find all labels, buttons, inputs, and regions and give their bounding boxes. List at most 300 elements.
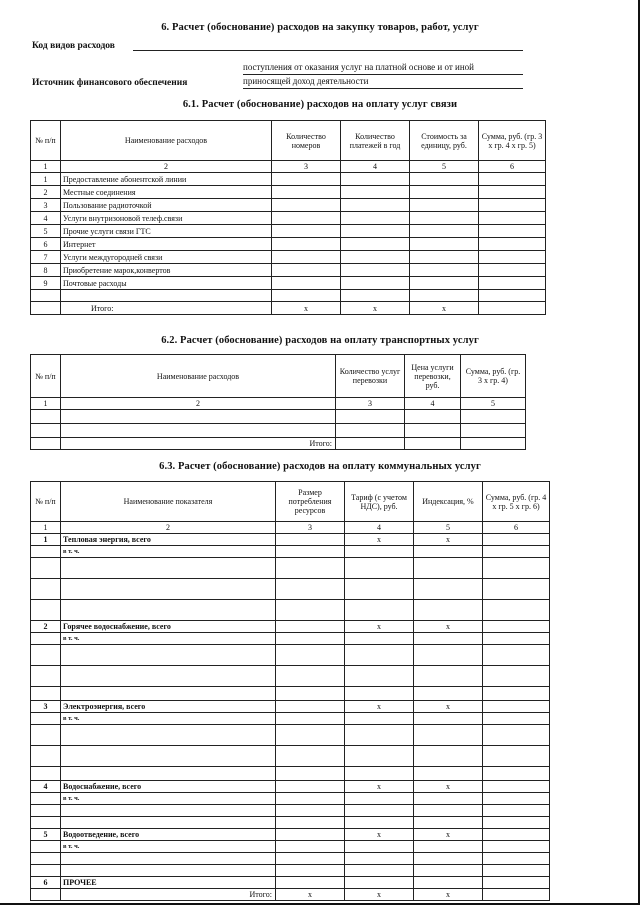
input-cell[interactable] bbox=[479, 251, 546, 264]
total-row bbox=[31, 438, 526, 450]
input-cell[interactable] bbox=[345, 841, 414, 853]
input-cell[interactable] bbox=[345, 817, 414, 829]
input-cell[interactable] bbox=[461, 424, 526, 438]
input-cell[interactable] bbox=[61, 817, 276, 829]
funding-source-line1: поступления от оказания услуг на платной основе и от иной bbox=[243, 62, 474, 72]
input-cell[interactable] bbox=[276, 633, 345, 645]
header-cell: № п/п bbox=[31, 355, 61, 398]
table-row bbox=[31, 817, 550, 829]
empty-cell bbox=[31, 841, 61, 853]
input-cell[interactable] bbox=[336, 410, 405, 424]
input-cell[interactable] bbox=[345, 558, 414, 579]
input-cell[interactable] bbox=[414, 793, 483, 805]
table-row bbox=[31, 290, 546, 302]
column-number: 6 bbox=[479, 161, 546, 173]
column-number: 4 bbox=[341, 161, 410, 173]
input-cell[interactable] bbox=[483, 781, 550, 793]
input-cell[interactable] bbox=[483, 877, 550, 889]
input-cell[interactable] bbox=[405, 424, 461, 438]
x-mark: x bbox=[345, 829, 414, 841]
input-cell[interactable] bbox=[341, 212, 410, 225]
input-cell[interactable] bbox=[410, 290, 479, 302]
header-cell: Количество услуг перевозки bbox=[336, 355, 405, 398]
input-cell[interactable] bbox=[276, 805, 345, 817]
column-number: 1 bbox=[31, 161, 61, 173]
group-row bbox=[31, 781, 550, 793]
row-number: 5 bbox=[31, 225, 61, 238]
table-6-1-title: 6.1. Расчет (обоснование) расходов на оплату услуг связи bbox=[182, 99, 458, 110]
input-cell[interactable] bbox=[272, 225, 341, 238]
input-cell[interactable] bbox=[272, 173, 341, 186]
input-cell[interactable] bbox=[414, 746, 483, 767]
x-mark: x bbox=[414, 829, 483, 841]
input-cell[interactable] bbox=[479, 225, 546, 238]
empty-cell bbox=[31, 805, 61, 817]
input-cell[interactable] bbox=[341, 186, 410, 199]
table-row bbox=[31, 805, 550, 817]
input-cell[interactable] bbox=[276, 725, 345, 746]
table-row bbox=[31, 725, 550, 746]
column-number: 6 bbox=[483, 522, 550, 534]
row-number: 4 bbox=[31, 212, 61, 225]
column-number: 3 bbox=[276, 522, 345, 534]
input-cell[interactable] bbox=[61, 687, 276, 701]
group-name: Тепловая энергия, всего bbox=[61, 534, 276, 546]
input-cell[interactable] bbox=[31, 410, 61, 424]
funding-source-line2: приносящей доход деятельности bbox=[243, 76, 369, 86]
column-number-row bbox=[31, 161, 546, 173]
input-cell[interactable] bbox=[341, 173, 410, 186]
input-cell[interactable] bbox=[410, 251, 479, 264]
section-6-title: 6. Расчет (обоснование) расходов на закупку товаров, работ, услуг bbox=[161, 22, 479, 33]
x-mark: x bbox=[345, 781, 414, 793]
input-cell[interactable] bbox=[345, 877, 414, 889]
total-row bbox=[31, 302, 546, 315]
input-cell[interactable] bbox=[483, 853, 550, 865]
input-cell[interactable] bbox=[483, 558, 550, 579]
group-name: Горячее водоснабжение, всего bbox=[61, 621, 276, 633]
input-cell[interactable] bbox=[414, 687, 483, 701]
column-number: 4 bbox=[405, 398, 461, 410]
input-cell[interactable] bbox=[345, 546, 414, 558]
input-cell[interactable] bbox=[483, 534, 550, 546]
input-cell[interactable] bbox=[410, 264, 479, 277]
input-cell[interactable] bbox=[345, 645, 414, 666]
input-cell[interactable] bbox=[345, 853, 414, 865]
input-cell[interactable] bbox=[276, 746, 345, 767]
input-cell[interactable] bbox=[272, 264, 341, 277]
funding-source-underline1 bbox=[243, 74, 523, 75]
total-value-cell[interactable] bbox=[461, 438, 526, 450]
input-cell[interactable] bbox=[336, 438, 405, 450]
input-cell[interactable] bbox=[341, 199, 410, 212]
input-cell[interactable] bbox=[61, 746, 276, 767]
sub-label: в т. ч. bbox=[61, 713, 276, 725]
table-6-3-title: 6.3. Расчет (обоснование) расходов на оплату коммунальных услуг bbox=[159, 461, 481, 472]
input-cell[interactable] bbox=[276, 645, 345, 666]
row-number: 1 bbox=[31, 534, 61, 546]
empty-cell bbox=[31, 290, 61, 302]
table-header-row bbox=[31, 355, 526, 398]
input-cell[interactable] bbox=[483, 645, 550, 666]
row-number: 4 bbox=[31, 781, 61, 793]
input-cell[interactable] bbox=[61, 853, 276, 865]
group-row bbox=[31, 621, 550, 633]
x-mark: x bbox=[414, 889, 483, 901]
column-number: 2 bbox=[61, 398, 336, 410]
input-cell[interactable] bbox=[276, 534, 345, 546]
input-cell[interactable] bbox=[410, 173, 479, 186]
input-cell[interactable] bbox=[483, 805, 550, 817]
row-name: Интернет bbox=[61, 238, 272, 251]
input-cell[interactable] bbox=[272, 212, 341, 225]
input-cell[interactable] bbox=[341, 290, 410, 302]
column-number: 1 bbox=[31, 522, 61, 534]
table-row bbox=[31, 645, 550, 666]
input-cell[interactable] bbox=[410, 277, 479, 290]
input-cell[interactable] bbox=[61, 645, 276, 666]
empty-cell bbox=[31, 793, 61, 805]
column-number: 1 bbox=[31, 398, 61, 410]
x-mark: x bbox=[414, 621, 483, 633]
input-cell[interactable] bbox=[276, 558, 345, 579]
input-cell[interactable] bbox=[483, 546, 550, 558]
x-mark: x bbox=[345, 701, 414, 713]
header-cell: № п/п bbox=[31, 121, 61, 161]
sub-row bbox=[31, 713, 550, 725]
transport-costs-table bbox=[30, 354, 526, 450]
input-cell[interactable] bbox=[276, 600, 345, 621]
input-cell[interactable] bbox=[461, 410, 526, 424]
input-cell[interactable] bbox=[276, 877, 345, 889]
input-cell[interactable] bbox=[345, 713, 414, 725]
total-label: Итого: bbox=[61, 302, 272, 315]
input-cell[interactable] bbox=[479, 290, 546, 302]
input-cell[interactable] bbox=[410, 225, 479, 238]
input-cell[interactable] bbox=[272, 277, 341, 290]
header-cell: Сумма, руб. (гр. 4 х гр. 5 х гр. 6) bbox=[483, 482, 550, 522]
input-cell[interactable] bbox=[483, 841, 550, 853]
row-number: 2 bbox=[31, 621, 61, 633]
table-row bbox=[31, 238, 546, 251]
input-cell[interactable] bbox=[483, 817, 550, 829]
x-mark: x bbox=[414, 534, 483, 546]
funding-source-label: Источник финансового обеспечения bbox=[32, 78, 188, 88]
empty-cell bbox=[31, 687, 61, 701]
table-header-row bbox=[31, 482, 550, 522]
input-cell[interactable] bbox=[345, 633, 414, 645]
input-cell[interactable] bbox=[483, 713, 550, 725]
input-cell[interactable] bbox=[414, 817, 483, 829]
input-cell[interactable] bbox=[414, 841, 483, 853]
input-cell[interactable] bbox=[345, 666, 414, 687]
table-row bbox=[31, 666, 550, 687]
input-cell[interactable] bbox=[345, 579, 414, 600]
input-cell[interactable] bbox=[410, 238, 479, 251]
input-cell[interactable] bbox=[341, 225, 410, 238]
input-cell[interactable] bbox=[405, 410, 461, 424]
input-cell[interactable] bbox=[483, 579, 550, 600]
input-cell[interactable] bbox=[61, 767, 276, 781]
table-row bbox=[31, 251, 546, 264]
x-mark: x bbox=[345, 534, 414, 546]
sub-label: в т. ч. bbox=[61, 841, 276, 853]
sub-label: в т. ч. bbox=[61, 793, 276, 805]
input-cell[interactable] bbox=[483, 621, 550, 633]
input-cell[interactable] bbox=[414, 767, 483, 781]
input-cell[interactable] bbox=[414, 805, 483, 817]
input-cell[interactable] bbox=[31, 424, 61, 438]
input-cell[interactable] bbox=[483, 767, 550, 781]
column-number: 5 bbox=[414, 522, 483, 534]
input-cell[interactable] bbox=[483, 600, 550, 621]
header-cell: Наименование показателя bbox=[61, 482, 276, 522]
input-cell[interactable] bbox=[414, 579, 483, 600]
input-cell[interactable] bbox=[414, 633, 483, 645]
input-cell[interactable] bbox=[345, 865, 414, 877]
input-cell[interactable] bbox=[276, 829, 345, 841]
table-row bbox=[31, 687, 550, 701]
input-cell[interactable] bbox=[61, 290, 272, 302]
column-number: 3 bbox=[336, 398, 405, 410]
row-name: Местные соединения bbox=[61, 186, 272, 199]
row-name: Пользование радиоточкой bbox=[61, 199, 272, 212]
column-number-row bbox=[31, 522, 550, 534]
input-cell[interactable] bbox=[276, 853, 345, 865]
expense-code-field[interactable] bbox=[133, 50, 523, 51]
input-cell[interactable] bbox=[345, 725, 414, 746]
row-name: Предоставление абонентской линии bbox=[61, 173, 272, 186]
row-number: 1 bbox=[31, 173, 61, 186]
input-cell[interactable] bbox=[414, 713, 483, 725]
sub-row bbox=[31, 546, 550, 558]
input-cell[interactable] bbox=[276, 793, 345, 805]
input-cell[interactable] bbox=[276, 701, 345, 713]
empty-cell bbox=[31, 558, 61, 579]
header-cell: Цена услуги перевозки, руб. bbox=[405, 355, 461, 398]
input-cell[interactable] bbox=[483, 687, 550, 701]
column-number: 5 bbox=[461, 398, 526, 410]
row-name: Услуги внутризоновой телеф.связи bbox=[61, 212, 272, 225]
input-cell[interactable] bbox=[61, 600, 276, 621]
total-label: Итого: bbox=[61, 438, 336, 450]
table-row bbox=[31, 865, 550, 877]
row-number: 6 bbox=[31, 877, 61, 889]
input-cell[interactable] bbox=[483, 829, 550, 841]
table-row bbox=[31, 558, 550, 579]
input-cell[interactable] bbox=[483, 666, 550, 687]
input-cell[interactable] bbox=[276, 579, 345, 600]
empty-cell bbox=[31, 302, 61, 315]
empty-cell bbox=[31, 438, 61, 450]
row-number: 6 bbox=[31, 238, 61, 251]
input-cell[interactable] bbox=[410, 199, 479, 212]
input-cell[interactable] bbox=[341, 238, 410, 251]
input-cell[interactable] bbox=[61, 558, 276, 579]
sub-label: в т. ч. bbox=[61, 633, 276, 645]
input-cell[interactable] bbox=[414, 865, 483, 877]
row-name: Приобретение марок,конвертов bbox=[61, 264, 272, 277]
header-cell: Размер потребления ресурсов bbox=[276, 482, 345, 522]
input-cell[interactable] bbox=[276, 621, 345, 633]
table-row bbox=[31, 173, 546, 186]
input-cell[interactable] bbox=[479, 238, 546, 251]
table-row bbox=[31, 579, 550, 600]
input-cell[interactable] bbox=[272, 238, 341, 251]
input-cell[interactable] bbox=[479, 199, 546, 212]
empty-cell bbox=[31, 645, 61, 666]
empty-cell bbox=[31, 725, 61, 746]
empty-cell bbox=[31, 767, 61, 781]
input-cell[interactable] bbox=[276, 713, 345, 725]
input-cell[interactable] bbox=[414, 546, 483, 558]
column-number: 4 bbox=[345, 522, 414, 534]
x-mark: x bbox=[345, 621, 414, 633]
header-cell: Количество номеров bbox=[272, 121, 341, 161]
sub-row bbox=[31, 841, 550, 853]
sub-row bbox=[31, 793, 550, 805]
input-cell[interactable] bbox=[341, 277, 410, 290]
input-cell[interactable] bbox=[405, 438, 461, 450]
header-cell: Стоимость за единицу, руб. bbox=[410, 121, 479, 161]
row-number: 2 bbox=[31, 186, 61, 199]
input-cell[interactable] bbox=[479, 277, 546, 290]
expense-code-label: Код видов расходов bbox=[32, 41, 115, 51]
input-cell[interactable] bbox=[414, 600, 483, 621]
table-row bbox=[31, 225, 546, 238]
table-row bbox=[31, 853, 550, 865]
input-cell[interactable] bbox=[483, 793, 550, 805]
column-number: 3 bbox=[272, 161, 341, 173]
input-cell[interactable] bbox=[345, 793, 414, 805]
input-cell[interactable] bbox=[414, 853, 483, 865]
input-cell[interactable] bbox=[272, 199, 341, 212]
input-cell[interactable] bbox=[479, 264, 546, 277]
input-cell[interactable] bbox=[336, 424, 405, 438]
empty-cell bbox=[31, 817, 61, 829]
row-number: 7 bbox=[31, 251, 61, 264]
input-cell[interactable] bbox=[61, 579, 276, 600]
column-number: 2 bbox=[61, 522, 276, 534]
x-mark: x bbox=[410, 302, 479, 315]
input-cell[interactable] bbox=[483, 633, 550, 645]
utility-costs-table bbox=[30, 481, 550, 901]
input-cell[interactable] bbox=[479, 212, 546, 225]
input-cell[interactable] bbox=[61, 410, 336, 424]
empty-cell bbox=[31, 746, 61, 767]
input-cell[interactable] bbox=[345, 746, 414, 767]
input-cell[interactable] bbox=[61, 725, 276, 746]
x-mark: x bbox=[414, 781, 483, 793]
row-number: 8 bbox=[31, 264, 61, 277]
total-value-cell[interactable] bbox=[483, 889, 550, 901]
empty-cell bbox=[31, 713, 61, 725]
empty-cell bbox=[31, 546, 61, 558]
input-cell[interactable] bbox=[276, 865, 345, 877]
input-cell[interactable] bbox=[272, 251, 341, 264]
input-cell[interactable] bbox=[276, 817, 345, 829]
sub-label: в т. ч. bbox=[61, 546, 276, 558]
row-number: 3 bbox=[31, 701, 61, 713]
group-row bbox=[31, 877, 550, 889]
total-value-cell[interactable] bbox=[479, 302, 546, 315]
table-row bbox=[31, 212, 546, 225]
input-cell[interactable] bbox=[483, 701, 550, 713]
input-cell[interactable] bbox=[483, 725, 550, 746]
input-cell[interactable] bbox=[410, 212, 479, 225]
input-cell[interactable] bbox=[61, 666, 276, 687]
input-cell[interactable] bbox=[272, 290, 341, 302]
input-cell[interactable] bbox=[414, 666, 483, 687]
table-row bbox=[31, 424, 526, 438]
x-mark: x bbox=[272, 302, 341, 315]
input-cell[interactable] bbox=[345, 687, 414, 701]
header-cell: Индексация, % bbox=[414, 482, 483, 522]
input-cell[interactable] bbox=[61, 424, 336, 438]
funding-source-underline2 bbox=[243, 88, 523, 89]
empty-cell bbox=[31, 853, 61, 865]
input-cell[interactable] bbox=[483, 865, 550, 877]
input-cell[interactable] bbox=[276, 687, 345, 701]
header-cell: № п/п bbox=[31, 482, 61, 522]
input-cell[interactable] bbox=[276, 666, 345, 687]
group-name: ПРОЧЕЕ bbox=[61, 877, 276, 889]
input-cell[interactable] bbox=[483, 746, 550, 767]
input-cell[interactable] bbox=[272, 186, 341, 199]
communication-costs-table bbox=[30, 120, 546, 315]
input-cell[interactable] bbox=[276, 781, 345, 793]
input-cell[interactable] bbox=[341, 251, 410, 264]
input-cell[interactable] bbox=[345, 805, 414, 817]
input-cell[interactable] bbox=[410, 186, 479, 199]
row-number: 3 bbox=[31, 199, 61, 212]
group-row bbox=[31, 701, 550, 713]
input-cell[interactable] bbox=[276, 767, 345, 781]
empty-cell bbox=[31, 633, 61, 645]
table-6-2-title: 6.2. Расчет (обоснование) расходов на оплату транспортных услуг bbox=[161, 335, 479, 346]
input-cell[interactable] bbox=[345, 600, 414, 621]
table-row bbox=[31, 746, 550, 767]
row-name: Услуги междугородней связи bbox=[61, 251, 272, 264]
input-cell[interactable] bbox=[61, 865, 276, 877]
input-cell[interactable] bbox=[479, 173, 546, 186]
total-label: Итого: bbox=[61, 889, 276, 901]
group-name: Водоотведение, всего bbox=[61, 829, 276, 841]
sub-row bbox=[31, 633, 550, 645]
empty-cell bbox=[31, 666, 61, 687]
x-mark: x bbox=[414, 701, 483, 713]
input-cell[interactable] bbox=[61, 805, 276, 817]
input-cell[interactable] bbox=[414, 725, 483, 746]
header-cell: Наименование расходов bbox=[61, 121, 272, 161]
input-cell[interactable] bbox=[276, 546, 345, 558]
row-number: 9 bbox=[31, 277, 61, 290]
input-cell[interactable] bbox=[414, 558, 483, 579]
header-cell: Количество платежей в год bbox=[341, 121, 410, 161]
input-cell[interactable] bbox=[341, 264, 410, 277]
header-cell: Наименование расходов bbox=[61, 355, 336, 398]
input-cell[interactable] bbox=[345, 767, 414, 781]
group-row bbox=[31, 534, 550, 546]
column-number-row bbox=[31, 398, 526, 410]
input-cell[interactable] bbox=[479, 186, 546, 199]
input-cell[interactable] bbox=[414, 877, 483, 889]
row-name: Почтовые расходы bbox=[61, 277, 272, 290]
input-cell[interactable] bbox=[414, 645, 483, 666]
x-mark: x bbox=[341, 302, 410, 315]
empty-cell bbox=[31, 889, 61, 901]
input-cell[interactable] bbox=[276, 841, 345, 853]
